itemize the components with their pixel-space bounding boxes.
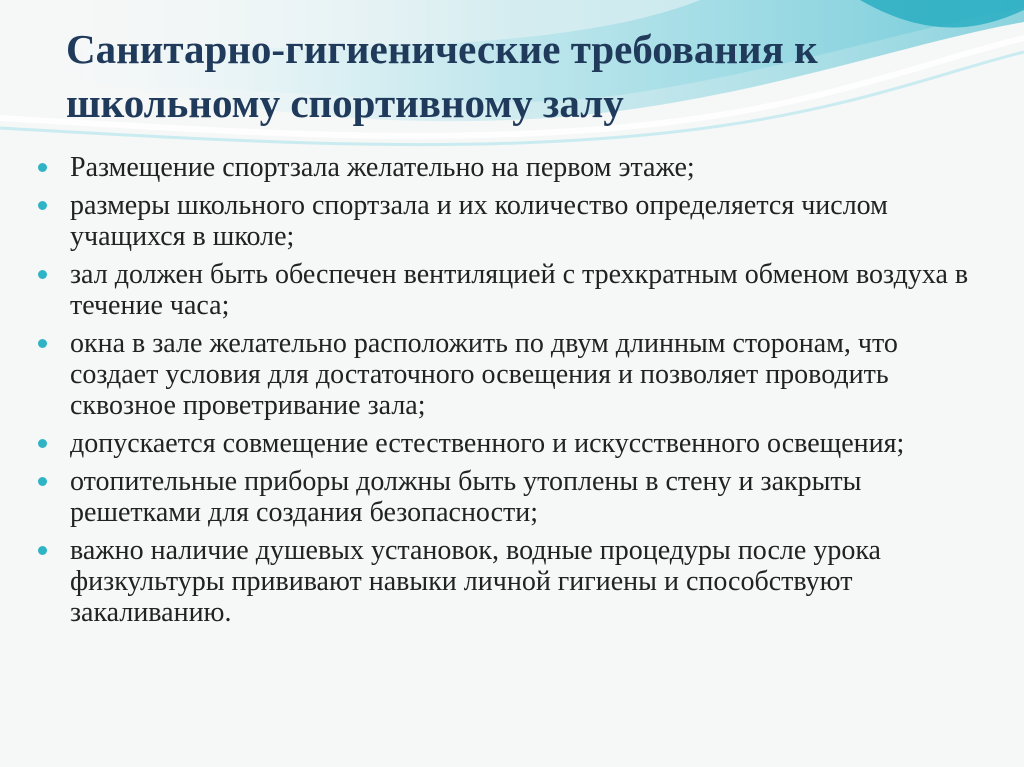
bullet-text: размеры школьного спортзала и их количество определяется числом учащихся в школе; <box>70 190 888 252</box>
bullet-text: допускается совмещение естественного и искусственного освещения; <box>70 428 905 459</box>
bullet-dot-icon <box>38 439 47 448</box>
bullet-dot-icon <box>38 546 47 555</box>
bullet-dot-icon <box>38 339 47 348</box>
bullet-text: отопительные приборы должны быть утоплены в стену и закрыты решетками для создания безопасности; <box>70 466 862 528</box>
list-item <box>36 428 986 459</box>
bullet-text: важно наличие душевых установок, водные процедуры после урока физкультуры прививают навыки личной гигиены и способствуют закаливанию. <box>70 535 881 628</box>
list-item <box>36 259 986 321</box>
bullet-dot-icon <box>38 270 47 279</box>
list-item <box>36 535 986 628</box>
bullet-dot-icon <box>38 163 47 172</box>
bullet-dot-icon <box>38 201 47 210</box>
bullet-list <box>36 152 986 635</box>
list-item <box>36 466 986 528</box>
bullet-text: Размещение спортзала желательно на первом этаже; <box>70 152 695 183</box>
bullet-dot-icon <box>38 477 47 486</box>
list-item <box>36 152 986 183</box>
list-item <box>36 328 986 421</box>
slide-title: Санитарно-гигиенические требования к школьному спортивному залу <box>66 26 818 126</box>
bullet-text: окна в зале желательно расположить по двум длинным сторонам, что создает условия для достаточного освещения и позволяет проводить сквозное проветривание зала; <box>70 328 898 421</box>
list-item <box>36 190 986 252</box>
bullet-text: зал должен быть обеспечен вентиляцией с трехкратным обменом воздуха в течение часа; <box>70 259 969 321</box>
